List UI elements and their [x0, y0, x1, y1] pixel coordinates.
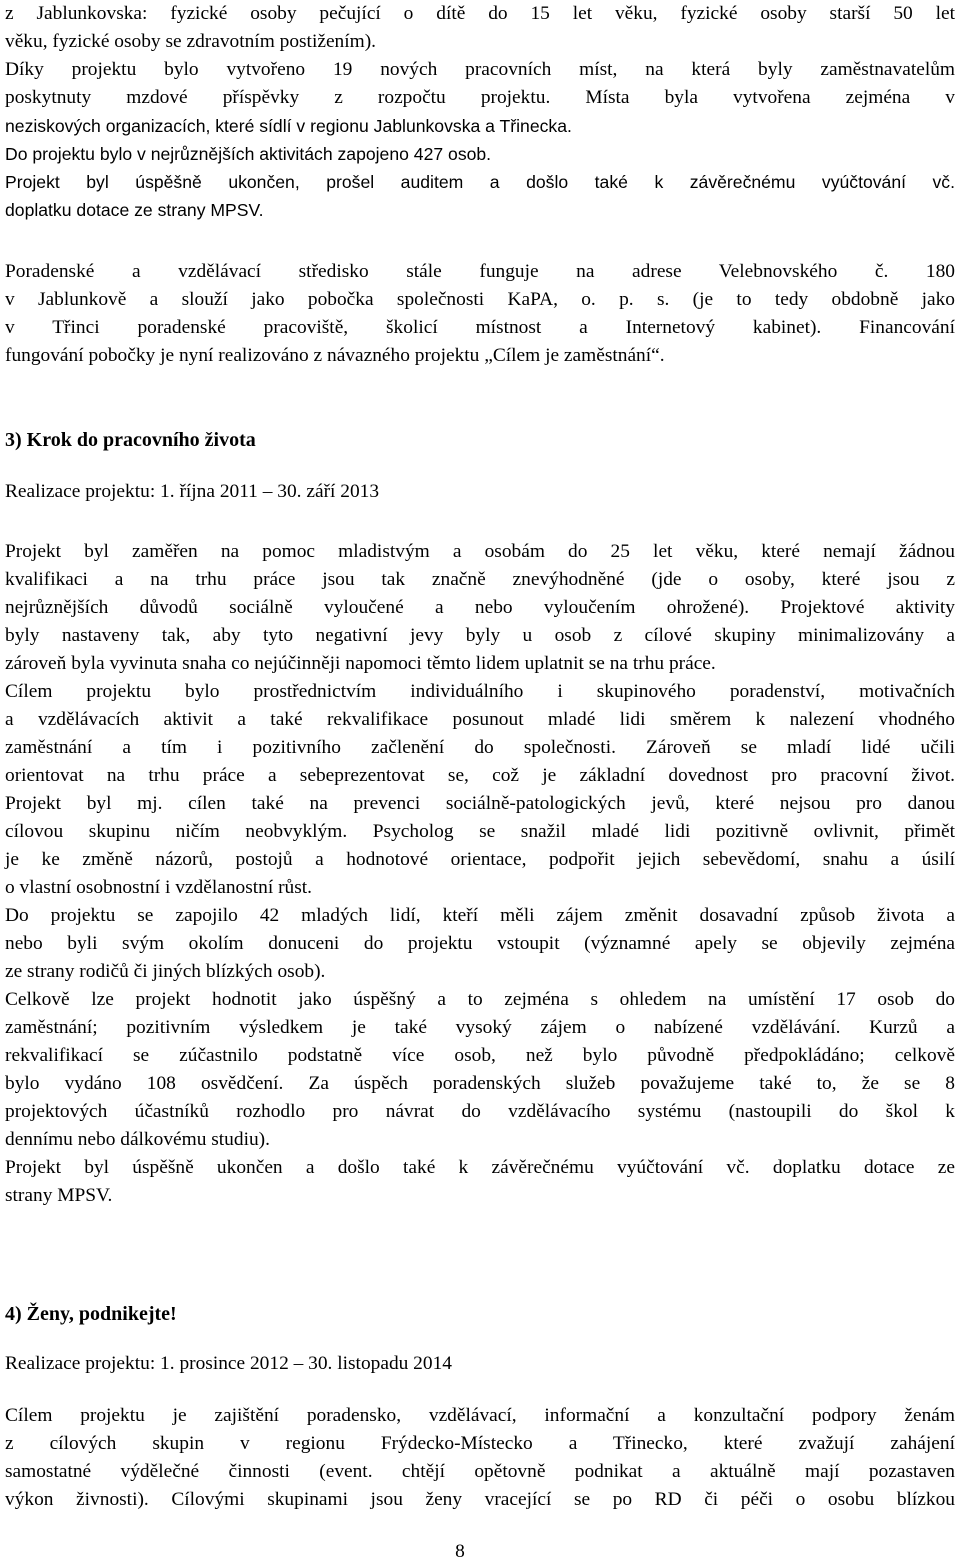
text-line: cílovou skupinu ničím neobvyklým. Psycholog se snažil mladé lidi pozitivně ovlivnit, přimět — [5, 821, 955, 842]
text-line: o vlastní osobnostní i vzdělanostní růst. — [5, 877, 313, 898]
text-line: věku, fyzické osoby se zdravotním postižením). — [5, 31, 377, 52]
text-line: strany MPSV. — [5, 1185, 113, 1206]
text-line: zaměstnání; pozitivním výsledkem je také vysoký zájem o nabízené vzdělávání. Kurzů a — [5, 1017, 955, 1038]
text-line: Cílem projektu bylo prostřednictvím individuálního i skupinového poradenství, motivačních — [5, 681, 955, 702]
text-line: projektových účastníků rozhodlo pro návrat do vzdělávacího systému (nastoupili do škol k — [5, 1101, 955, 1122]
text-line: ze strany rodičů či jiných blízkých osob). — [5, 961, 326, 982]
text-line: doplatku dotace ze strany MPSV. — [5, 200, 264, 220]
text-line: Do projektu se zapojilo 42 mladých lidí, kteří měli zájem změnit dosavadní způsob života a — [5, 905, 955, 926]
text-line: Poradenské a vzdělávací středisko stále funguje na adrese Velebnovského č. 180 — [5, 261, 955, 282]
text-line: Projekt byl úspěšně ukončen a došlo také k závěrečnému vyúčtování vč. doplatku dotace ze — [5, 1157, 955, 1178]
text-line: bylo vydáno 108 osvědčení. Za úspěch poradenských služeb považujeme také to, že se 8 — [5, 1073, 955, 1094]
text-line: Cílem projektu je zajištění poradensko, vzdělávací, informační a konzultační podpory ženám — [5, 1405, 955, 1426]
text-line: rekvalifikací se zúčastnilo podstatně více osob, než bylo původně předpokládáno; celkově — [5, 1045, 955, 1066]
text-line: poskytnuty mzdové příspěvky z rozpočtu projektu. Místa byla vytvořena zejména v — [5, 87, 955, 108]
text-line: Do projektu bylo v nejrůznějších aktivitách zapojeno 427 osob. — [5, 144, 492, 164]
text-line: v Třinci poradenské pracoviště, školicí místnost a Internetový kabinet). Financování — [5, 317, 955, 338]
text-line: zároveň byla vyvinuta snaha co nejúčinněji napomoci těmto lidem uplatnit se na trhu práce. — [5, 653, 716, 674]
text-line: v Jablunkově a slouží jako pobočka společnosti KaPA, o. p. s. (je to tedy obdobně jako — [5, 289, 955, 310]
text-line: Projekt byl mj. cílen také na prevenci sociálně-patologických jevů, které nejsou pro danou — [5, 793, 955, 814]
text-line: samostatné výdělečné činnosti (event. chtějí opětovně podnikat a aktuálně mají pozastaven — [5, 1461, 955, 1482]
text-line: neziskových organizacích, které sídlí v regionu Jablunkovska a Třinecka. — [5, 116, 572, 136]
text-line: Projekt byl zaměřen na pomoc mladistvým a osobám do 25 let věku, které nemají žádnou — [5, 541, 955, 562]
text-line: Projekt byl úspěšně ukončen, prošel auditem a došlo také k závěrečnému vyúčtování vč. — [5, 172, 955, 192]
section-heading: 4) Ženy, podnikejte! — [5, 1303, 177, 1325]
text-line: z Jablunkovska: fyzické osoby pečující o dítě do 15 let věku, fyzické osoby starší 50 let — [5, 3, 955, 24]
text-line: byly nastaveny tak, aby tyto negativní jevy byly u osob z cílové skupiny minimalizovány a — [5, 625, 955, 646]
document-page — [5, 0, 955, 1565]
text-line: z cílových skupin v regionu Frýdecko-Místecko a Třinecko, které zvažují zahájení — [5, 1433, 955, 1454]
text-line: Díky projektu bylo vytvořeno 19 nových pracovních míst, na která byly zaměstnavatelům — [5, 59, 955, 80]
project-period: Realizace projektu: 1. října 2011 – 30. září 2013 — [5, 481, 380, 502]
text-line: kvalifikaci a na trhu práce jsou tak značně znevýhodněné (jde o osoby, které jsou z — [5, 569, 955, 590]
text-line: Celkově lze projekt hodnotit jako úspěšný a to zejména s ohledem na umístění 17 osob do — [5, 989, 955, 1010]
text-line: dennímu nebo dálkovému studiu). — [5, 1129, 270, 1150]
text-line: nejrůznějších důvodů sociálně vyloučené a nebo vyloučením ohrožené). Projektové aktivity — [5, 597, 955, 618]
text-line: fungování pobočky je nyní realizováno z návazného projektu „Cílem je zaměstnání“. — [5, 345, 665, 366]
text-line: je ke změně názorů, postojů a hodnotové orientace, podpořit jejich sebevědomí, snahu a úsilí — [5, 849, 955, 870]
text-line: zaměstnání a tím i pozitivního začlenění do společnosti. Zároveň se mladí lidé učili — [5, 737, 955, 758]
project-period: Realizace projektu: 1. prosince 2012 – 30. listopadu 2014 — [5, 1353, 452, 1374]
text-line: a vzdělávacích aktivit a také rekvalifikace posunout mladé lidi směrem k nalezení vhodného — [5, 709, 955, 730]
text-line: nebo byli svým okolím donuceni do projektu vstoupit (významné apely se objevily zejména — [5, 933, 955, 954]
page-number: 8 — [455, 1541, 465, 1562]
section-heading: 3) Krok do pracovního života — [5, 429, 256, 451]
text-line: výkon živnosti). Cílovými skupinami jsou ženy vracející se po RD či péči o osobu blízkou — [5, 1489, 955, 1510]
text-line: orientovat na trhu práce a sebeprezentovat se, což je základní dovednost pro pracovní život. — [5, 765, 955, 786]
